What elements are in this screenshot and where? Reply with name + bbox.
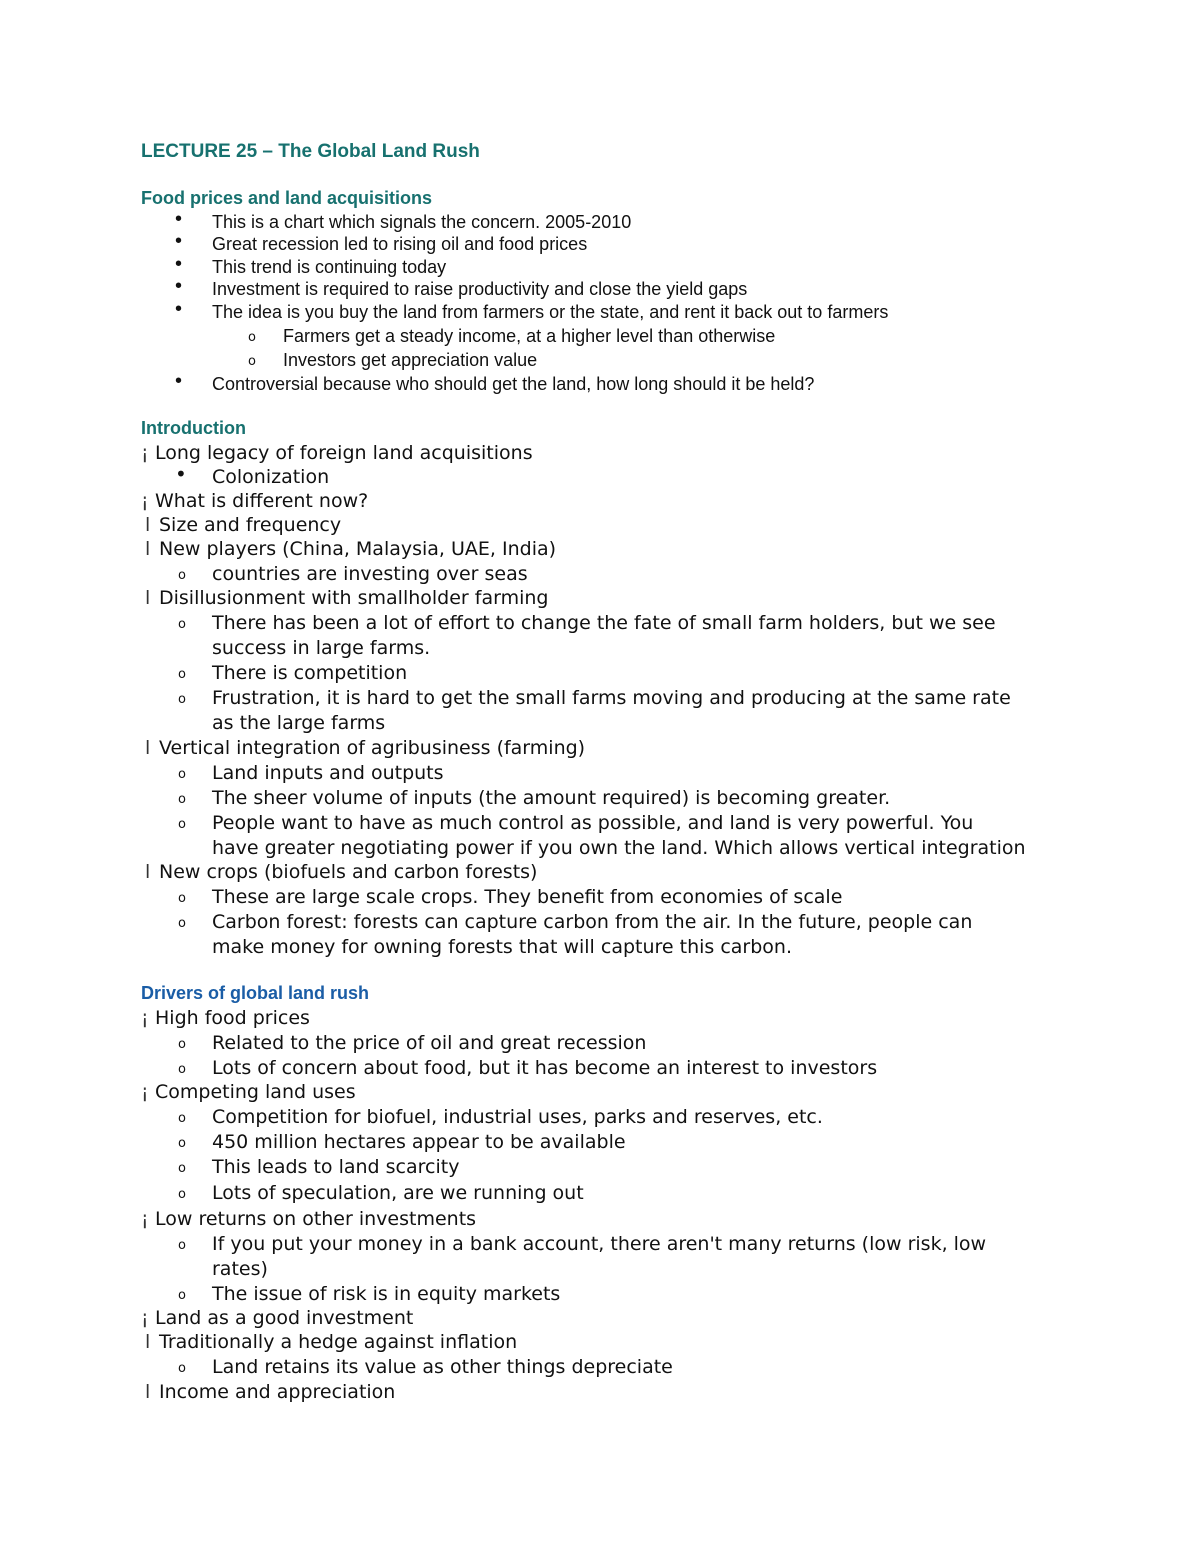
level1-marker-icon: ¡ [141, 1307, 149, 1329]
list-item-text: This leads to land scarcity [212, 1156, 460, 1178]
list-item-text: High food prices [155, 1007, 310, 1029]
list-item-text: People want to have as much control as possible, and land is very powerful. You [212, 812, 974, 834]
level1-marker-icon: ¡ [141, 1007, 149, 1029]
list-item-text: If you put your money in a bank account, there aren't many returns (low risk, low [212, 1233, 987, 1255]
list-item-text: Investment is required to raise productivity and close the yield gaps [212, 279, 748, 299]
list-item-continuation: have greater negotiating power if you own the land. Which allows vertical integration [212, 837, 1026, 859]
level1-marker-icon: ¡ [141, 1208, 149, 1230]
list-item-text: Lots of speculation, are we running out [212, 1182, 584, 1204]
list-item-text: What is different now? [155, 490, 369, 512]
list-item-text: Size and frequency [159, 514, 342, 536]
list-item-continuation: rates) [212, 1258, 268, 1280]
section-heading: Food prices and land acquisitions [141, 188, 433, 208]
level2-marker-icon: l [145, 514, 151, 536]
circle-marker-icon: o [178, 568, 186, 583]
list-item-text: Farmers get a steady income, at a higher level than otherwise [283, 326, 776, 346]
list-item-text: Vertical integration of agribusiness (farming) [159, 737, 586, 759]
list-item-text: The idea is you buy the land from farmers or the state, and rent it back out to farmers [212, 302, 889, 322]
circle-marker-icon: o [178, 1238, 186, 1253]
list-item-text: Related to the price of oil and great recession [212, 1032, 647, 1054]
level1-marker-icon: ¡ [141, 1081, 149, 1103]
circle-marker-icon: o [178, 1037, 186, 1052]
list-item-text: There has been a lot of effort to change the fate of small farm holders, but we see [212, 612, 996, 634]
circle-marker-icon: o [178, 617, 186, 632]
list-item-text: Competition for biofuel, industrial uses, parks and reserves, etc. [212, 1106, 823, 1128]
circle-marker-icon: o [178, 767, 186, 782]
bullet-marker-icon: • [175, 275, 183, 297]
bullet-marker-icon: • [175, 230, 183, 252]
list-item-text: Investors get appreciation value [283, 350, 538, 370]
list-item-text: This trend is continuing today [212, 257, 447, 277]
section-heading: Introduction [141, 418, 246, 438]
bullet-marker-icon: • [175, 462, 187, 486]
level1-marker-icon: ¡ [141, 442, 149, 464]
circle-marker-icon: o [178, 692, 186, 707]
list-item-text: These are large scale crops. They benefit from economies of scale [212, 886, 843, 908]
list-item-text: Long legacy of foreign land acquisitions [155, 442, 533, 464]
circle-marker-icon: o [178, 1111, 186, 1126]
list-item-continuation: make money for owning forests that will capture this carbon. [212, 936, 793, 958]
list-item-text: New players (China, Malaysia, UAE, India) [159, 538, 557, 560]
list-item-text: Income and appreciation [159, 1381, 396, 1403]
list-item-text: The sheer volume of inputs (the amount required) is becoming greater. [212, 787, 891, 809]
list-item-text: Competing land uses [155, 1081, 356, 1103]
list-item-text: Colonization [212, 466, 330, 488]
circle-marker-icon: o [178, 1062, 186, 1077]
level2-marker-icon: l [145, 1381, 151, 1403]
list-item-text: Low returns on other investments [155, 1208, 477, 1230]
list-item-text: 450 million hectares appear to be available [212, 1131, 626, 1153]
bullet-marker-icon: • [175, 253, 183, 275]
circle-marker-icon: o [178, 891, 186, 906]
circle-marker-icon: o [178, 667, 186, 682]
circle-marker-icon: o [178, 1161, 186, 1176]
list-item-continuation: success in large farms. [212, 637, 431, 659]
list-item-text: Land retains its value as other things depreciate [212, 1356, 673, 1378]
list-item-text: New crops (biofuels and carbon forests) [159, 861, 538, 883]
level2-marker-icon: l [145, 861, 151, 883]
circle-marker-icon: o [178, 1288, 186, 1303]
lecture-title: LECTURE 25 – The Global Land Rush [141, 141, 480, 162]
list-item-text: Lots of concern about food, but it has become an interest to investors [212, 1057, 878, 1079]
list-item-text: This is a chart which signals the concern. 2005-2010 [212, 212, 632, 232]
level2-marker-icon: l [145, 1331, 151, 1353]
list-item-text: Land as a good investment [155, 1307, 414, 1329]
circle-marker-icon: o [178, 916, 186, 931]
circle-marker-icon: o [178, 1361, 186, 1376]
circle-marker-icon: o [178, 817, 186, 832]
bullet-marker-icon: • [175, 298, 183, 320]
list-item-text: There is competition [212, 662, 408, 684]
list-item-text: Controversial because who should get the land, how long should it be held? [212, 374, 815, 394]
list-item-continuation: as the large farms [212, 712, 386, 734]
section-heading: Drivers of global land rush [141, 983, 370, 1003]
level2-marker-icon: l [145, 538, 151, 560]
circle-marker-icon: o [178, 1187, 186, 1202]
circle-marker-icon: o [178, 792, 186, 807]
list-item-text: Great recession led to rising oil and food prices [212, 234, 588, 254]
level2-marker-icon: l [145, 587, 151, 609]
list-item-text: Carbon forest: forests can capture carbon from the air. In the future, people can [212, 911, 973, 933]
list-item-text: The issue of risk is in equity markets [212, 1283, 561, 1305]
level1-marker-icon: ¡ [141, 490, 149, 512]
list-item-text: Disillusionment with smallholder farming [159, 587, 549, 609]
bullet-marker-icon: • [175, 208, 183, 230]
list-item-text: Land inputs and outputs [212, 762, 444, 784]
list-item-text: Frustration, it is hard to get the small farms moving and producing at the same rate [212, 687, 1011, 709]
level2-marker-icon: l [145, 737, 151, 759]
circle-marker-icon: o [248, 330, 256, 345]
circle-marker-icon: o [178, 1136, 186, 1151]
list-item-text: Traditionally a hedge against inflation [159, 1331, 518, 1353]
bullet-marker-icon: • [175, 370, 183, 392]
circle-marker-icon: o [248, 354, 256, 369]
list-item-text: countries are investing over seas [212, 563, 528, 585]
